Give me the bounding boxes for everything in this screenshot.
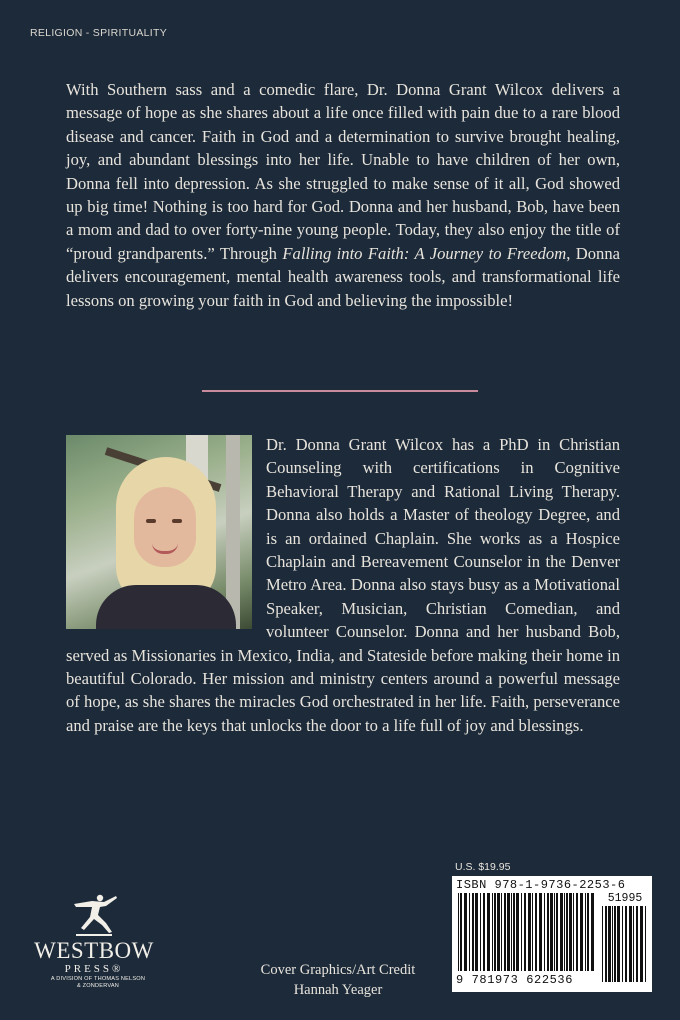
cover-credit [228, 960, 448, 1000]
barcode-bar [640, 906, 643, 982]
book-title: Falling into Faith: A Journey to Freedom [282, 243, 567, 263]
barcode-bar [556, 893, 558, 971]
barcode-bar [464, 893, 467, 971]
barcode-bar [633, 906, 634, 982]
barcode-bar [612, 906, 613, 982]
barcode-bar [564, 893, 565, 971]
barcode-bar [469, 893, 470, 971]
barcode-bar [532, 893, 533, 971]
price-label: U.S. $19.95 [455, 861, 511, 873]
barcode-bar [645, 906, 646, 982]
blurb-text-2: , Donna delivers encouragement, mental health awareness tools, and transformational life lessons on growing your faith in God and believing the impossible! [66, 243, 620, 310]
barcode-bar [507, 893, 510, 971]
barcode-bar [629, 906, 632, 982]
author-photo [66, 435, 252, 629]
barcode-bar [560, 893, 563, 971]
barcode-bar [550, 893, 553, 971]
barcode-bar [547, 893, 549, 971]
isbn-number: ISBN 978-1-9736-2253-6 [456, 878, 626, 892]
barcode-bar [539, 893, 542, 971]
barcode-bar [636, 906, 638, 982]
barcode-bar [554, 893, 555, 971]
book-description [66, 78, 620, 312]
barcode-bar [617, 906, 620, 982]
barcode-bar [608, 906, 611, 982]
addon-number: 51995 [607, 892, 643, 905]
barcode-bar [497, 893, 500, 971]
barcode-bar [494, 893, 496, 971]
barcode-bar [614, 906, 616, 982]
barcode-bar [501, 893, 502, 971]
isbn-barcode [452, 876, 652, 992]
barcode-bar [487, 893, 490, 971]
division-line-1: A DIVISION OF THOMAS NELSON [50, 976, 146, 982]
blurb-text-1: With Southern sass and a comedic flare, Dr. Donna Grant Wilcox delivers a message of hope as she shares about a life once filled with pain due to a rare blood disease and cancer. Faith in God and a determination to survive brought healing, joy, and abundant blessings into her life. Unable to have children of her own, Donna fell into depression. As she struggled to make sense of it all, God showed up big time! Nothing is too hard for God. Donna and her husband, Bob, have been a mom and dad to over forty-nine young people. Today, they also enjoy the title of “proud grandparents.” Through [66, 80, 620, 263]
barcode-bar [544, 893, 545, 971]
division-line-2: & ZONDERVAN [76, 983, 120, 989]
credit-line-2: Hannah Yeager [293, 982, 383, 998]
barcode-bar [480, 893, 481, 971]
barcode-bar [535, 893, 537, 971]
barcode-bar [585, 893, 586, 971]
publisher-division [28, 976, 168, 990]
barcode-bar [605, 906, 607, 982]
publisher-press: PRESS® [64, 963, 124, 975]
barcode-bar [516, 893, 519, 971]
barcode-bar [475, 893, 478, 971]
barcode-bar [580, 893, 583, 971]
barcode-bar [492, 893, 493, 971]
publisher-logo [24, 890, 164, 1000]
ean-number: 9 781973 622536 [456, 973, 574, 987]
runner-icon [70, 890, 118, 936]
barcode-bar [524, 893, 526, 971]
barcode-bar [460, 893, 462, 971]
barcode-bar [511, 893, 512, 971]
barcode-bar [458, 893, 459, 971]
barcode-bar [483, 893, 485, 971]
barcode-bar [472, 893, 474, 971]
barcode-bar [504, 893, 506, 971]
category-label: RELIGION - SPIRITUALITY [30, 27, 168, 39]
barcode-bar [513, 893, 515, 971]
author-bio-section [66, 433, 620, 737]
barcode-bar [569, 893, 572, 971]
barcode-bar [566, 893, 568, 971]
barcode-bar [573, 893, 574, 971]
barcode-bar [576, 893, 578, 971]
barcode-bar [587, 893, 589, 971]
barcode-bar [602, 906, 603, 982]
barcode-bar [528, 893, 531, 971]
barcode-bars [458, 893, 598, 971]
section-divider [202, 390, 478, 392]
credit-line-1: Cover Graphics/Art Credit [260, 962, 416, 978]
barcode-bar [622, 906, 623, 982]
author-bio: Dr. Donna Grant Wilcox has a PhD in Christian Counseling with certifications in Cognitive Behavioral Therapy and Rational Living Therapy. Donna also holds a Master of theology Degree, and is an ordained Chaplain. She works as a Hospice Chaplain and Bereavement Counselor in the Denver Metro Area. Donna also stays busy as a Motivational Speaker, Musician, Christian Comedian, and volunteer Counselor. Donna and her husband Bob, served as Missionaries in Mexico, India, and Stateside before making their home in beautiful Colorado. Her mission and ministry centers around a powerful message of hope, as she shares the miracles God orchestrated in her life. Faith, perseverance and praise are the keys that unlocks the door to a life full of joy and blessings. [66, 435, 620, 735]
barcode-bar [521, 893, 522, 971]
addon-barcode-bars [602, 906, 648, 982]
barcode-bar [591, 893, 594, 971]
publisher-name: WESTBOW [34, 938, 154, 963]
barcode-bar [625, 906, 627, 982]
